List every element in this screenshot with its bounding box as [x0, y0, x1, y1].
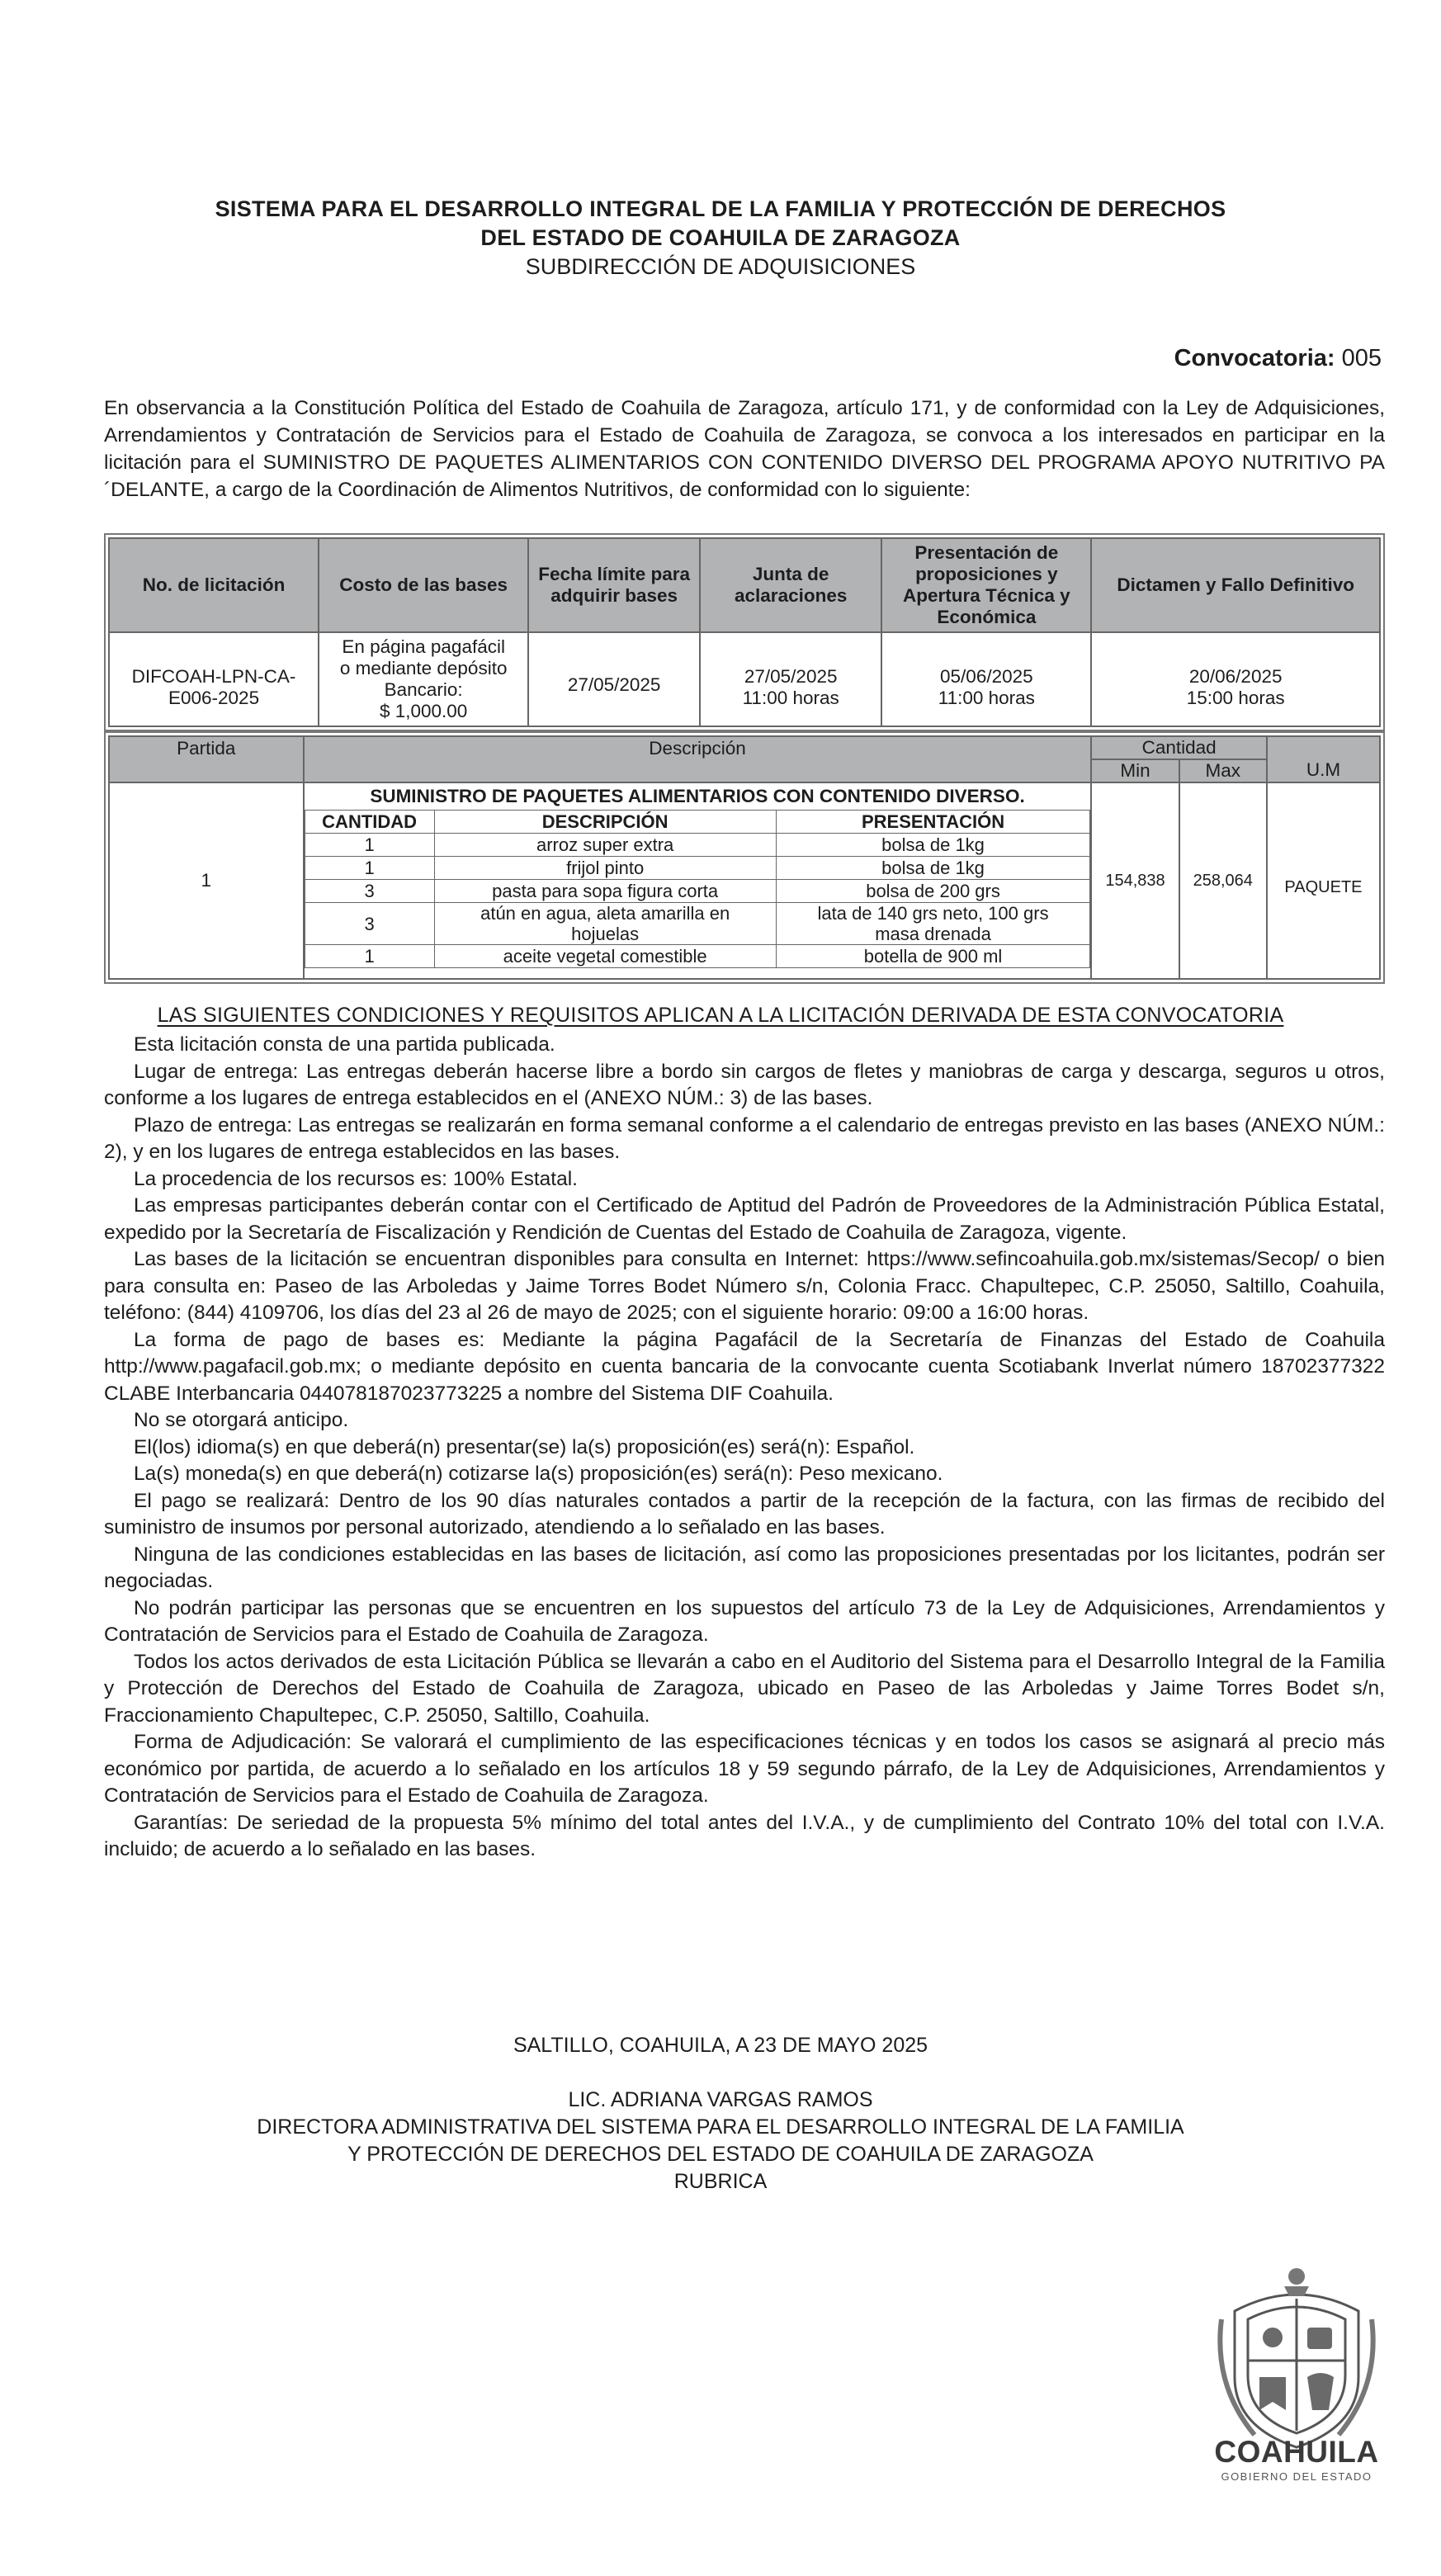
title-line-2: DEL ESTADO DE COAHUILA DE ZARAGOZA	[480, 225, 961, 250]
fallo-hora: 15:00 horas	[1186, 688, 1285, 708]
condition-item: Lugar de entrega: Las entregas deberán hacerse libre a bordo sin cargos de fletes y maniobras de carga y descarga, seguros u otros, conforme a los lugares de entrega establecidos en el (ANEXO NÚM.: 3) de las bases.	[104, 1060, 1385, 1109]
cantidad-max: 258,064	[1179, 782, 1267, 979]
subtitle: SUBDIRECCIÓN DE ADQUISICIONES	[525, 254, 916, 279]
conditions-list	[104, 1032, 1385, 1864]
apertura-fecha: 05/06/2025	[940, 666, 1033, 687]
partida-number: 1	[109, 782, 304, 979]
signer-name: LIC. ADRIANA VARGAS RAMOS	[568, 2088, 873, 2111]
item-presentacion: bolsa de 1kg	[776, 834, 1090, 857]
item-row	[305, 880, 1090, 903]
condition-item: El pago se realizará: Dentro de los 90 días naturales contados a partir de la recepción de la factura, con las firmas de recibido del suministro de insumos por personal autorizado, atendiendo a lo señalado en las bases.	[104, 1489, 1385, 1539]
junta-fecha: 27/05/2025	[744, 666, 838, 687]
costo-line-1: En página pagafácil	[342, 636, 505, 657]
td-junta	[700, 632, 881, 726]
condition-item: La procedencia de los recursos es: 100% Estatal.	[134, 1167, 578, 1190]
item-descripcion: pasta para sopa figura corta	[434, 880, 776, 903]
th-descripcion: Descripción	[304, 736, 1092, 782]
td-apertura	[881, 632, 1091, 726]
th-item-descripcion: DESCRIPCIÓN	[434, 811, 776, 834]
item-cantidad: 1	[305, 945, 434, 968]
condition-item: Todos los actos derivados de esta Licitación Pública se llevarán a cabo en el Auditorio del Sistema para el Desarrollo Integral de la Familia y Protección de Derechos del Estado de Coahuila de Zaragoza, ubicado en Paseo de las Arboledas y Jaime Torres Bodet s/n, Fraccionamiento Chapultepec, C.P. 25050, Saltillo, Coahuila.	[104, 1650, 1385, 1727]
conditions-heading	[0, 1004, 1441, 1028]
licitacion-number: DIFCOAH-LPN-CA-E006-2025	[131, 666, 296, 708]
th-max: Max	[1179, 759, 1267, 782]
conditions-heading-text: LAS SIGUIENTES CONDICIONES Y REQUISITOS APLICAN A LA LICITACIÓN DERIVADA DE ESTA CONVOCATORIA	[157, 1004, 1284, 1027]
place-date: SALTILLO, COAHUILA, A 23 DE MAYO 2025	[513, 2034, 928, 2057]
costo-line-2: o mediante depósito	[339, 658, 508, 678]
th-item-cantidad: CANTIDAD	[305, 811, 434, 834]
th-cantidad: Cantidad	[1091, 736, 1267, 759]
item-cantidad: 1	[305, 857, 434, 880]
condition-item: Garantías: De seriedad de la propuesta 5% mínimo del total antes del I.V.A., y de cumplimiento del Contrato 10% del total con I.V.A. incluido; de acuerdo a lo señalado en las bases.	[104, 1811, 1385, 1860]
unidad-medida: PAQUETE	[1267, 782, 1380, 979]
apertura-hora: 11:00 horas	[938, 688, 1035, 708]
intro-paragraph: En observancia a la Constitución Política del Estado de Coahuila de Zaragoza, artículo 171, y de conformidad con la Ley de Adquisiciones, Arrendamientos y Contratación de Servicios para el Estado de Coahuila de Zaragoza, se convoca a los interesados en participar en la licitación para el SUMINISTRO DE PAQUETES ALIMENTARIOS CON CONTENIDO DIVERSO DEL PROGRAMA APOYO NUTRITIVO PA´DELANTE, a cargo de la Coordinación de Alimentos Nutritivos, de conformidad con lo siguiente:	[104, 397, 1385, 501]
td-costo	[319, 632, 528, 726]
th-licitacion: No. de licitación	[109, 538, 319, 632]
partida-title: SUMINISTRO DE PAQUETES ALIMENTARIOS CON CONTENIDO DIVERSO.	[370, 786, 1025, 806]
td-licitacion	[109, 632, 319, 726]
condition-item: Forma de Adjudicación: Se valorará el cumplimiento de las especificaciones técnicas y en todos los casos se asignará al precio más económico por partida, de acuerdo a lo señalado en los artículos 18 y 59 segundo párrafo, de la Ley de Adquisiciones, Arrendamientos y Contratación de Servicios para el Estado de Coahuila de Zaragoza.	[104, 1731, 1385, 1807]
junta-hora: 11:00 horas	[742, 688, 839, 708]
th-junta: Junta de aclaraciones	[700, 538, 881, 632]
item-cantidad: 3	[305, 880, 434, 903]
condition-item: Las empresas participantes deberán contar con el Certificado de Aptitud del Padrón de Proveedores de la Administración Pública Estatal, expedido por la Secretaría de Fiscalización y Rendición de Cuentas del Estado de Coahuila de Zaragoza, vigente.	[104, 1194, 1385, 1244]
logo-subtitle: GOBIERNO DEL ESTADO	[1221, 2470, 1372, 2483]
condition-item: No podrán participar las personas que se encuentren en los supuestos del artículo 73 de la Ley de Adquisiciones, Arrendamientos y Contratación de Servicios para el Estado de Coahuila de Zaragoza.	[104, 1596, 1385, 1646]
item-descripcion: aceite vegetal comestible	[434, 945, 776, 968]
td-fallo	[1091, 632, 1380, 726]
condition-item: Esta licitación consta de una partida publicada.	[134, 1033, 555, 1056]
bidding-schedule-table	[104, 533, 1385, 731]
th-item-presentacion: PRESENTACIÓN	[776, 811, 1090, 834]
th-fallo: Dictamen y Fallo Definitivo	[1091, 538, 1380, 632]
rubrica: RUBRICA	[673, 2170, 768, 2193]
condition-item: No se otorgará anticipo.	[134, 1409, 349, 1431]
item-cantidad: 1	[305, 834, 434, 857]
condition-item: La forma de pago de bases es: Mediante la página Pagafácil de la Secretaría de Finanzas del Estado de Coahuila http://www.pagafacil.gob.mx; o mediante depósito en cuenta bancaria de la convocante cuenta Scotiabank Inverlat número 18702377322 CLABE Interbancaria 044078187023773225 a nombre del Sistema DIF Coahuila.	[104, 1328, 1385, 1405]
th-fecha-limite: Fecha límite para adquirir bases	[528, 538, 700, 632]
th-um: U.M	[1267, 736, 1380, 782]
convocatoria-label: Convocatoria:	[1174, 345, 1335, 371]
condition-item: Las bases de la licitación se encuentran disponibles para consulta en Internet: https://www.sefincoahuila.gob.mx/sistemas/Secop/ o bien para consulta en: Paseo de las Arboledas y Jaime Torres Bodet Número s/n, Colonia Fracc. Chapultepec, C.P. 25050, Saltillo, Coahuila, teléfono: (844) 4109706, los días del 23 al 26 de mayo de 2025; con el siguiente horario: 09:00 a 16:00 horas.	[104, 1248, 1385, 1324]
logo-word: COAHUILA	[1214, 2435, 1379, 2469]
item-row	[305, 834, 1090, 857]
signer-position-line-1: DIRECTORA ADMINISTRATIVA DEL SISTEMA PARA EL DESARROLLO INTEGRAL DE LA FAMILIA	[257, 2115, 1184, 2139]
item-presentacion: bolsa de 1kg	[776, 857, 1090, 880]
partida-table	[104, 731, 1385, 984]
item-row	[305, 945, 1090, 968]
item-descripcion: atún en agua, aleta amarilla en hojuelas	[434, 903, 776, 945]
items-table	[305, 810, 1091, 968]
signer-position-line-2: Y PROTECCIÓN DE DERECHOS DEL ESTADO DE COAHUILA DE ZARAGOZA	[347, 2143, 1094, 2166]
costo-line-4: $ 1,000.00	[379, 701, 468, 721]
item-presentacion: bolsa de 200 grs	[776, 880, 1090, 903]
item-row	[305, 903, 1090, 945]
convocatoria-number: 005	[1341, 345, 1382, 371]
convocatoria	[1174, 345, 1382, 372]
item-row	[305, 857, 1090, 880]
th-apertura: Presentación de proposiciones y Apertura Técnica y Económica	[881, 538, 1091, 632]
condition-item: Ninguna de las condiciones establecidas en las bases de licitación, así como las proposiciones presentadas por los licitantes, podrán ser negociadas.	[104, 1543, 1385, 1592]
item-cantidad: 3	[305, 903, 434, 945]
condition-item: La(s) moneda(s) en que deberá(n) cotizarse la(s) proposición(es) será(n): Peso mexicano.	[134, 1463, 943, 1485]
condition-item: Plazo de entrega: Las entregas se realizarán en forma semanal conforme a el calendario de entregas previsto en las bases (ANEXO NÚM.: 2), y en los lugares de entrega establecidos en las bases.	[104, 1113, 1385, 1163]
title-line-1: SISTEMA PARA EL DESARROLLO INTEGRAL DE LA FAMILIA Y PROTECCIÓN DE DERECHOS	[215, 196, 1226, 221]
costo-line-3: Bancario:	[384, 679, 463, 700]
th-partida: Partida	[109, 736, 304, 782]
partida-description	[304, 782, 1092, 979]
fallo-fecha: 20/06/2025	[1188, 666, 1283, 687]
condition-item: El(los) idioma(s) en que deberá(n) presentar(se) la(s) proposición(es) será(n): Español.	[134, 1435, 915, 1458]
fecha-limite-value: 27/05/2025	[567, 674, 661, 695]
item-presentacion: botella de 900 ml	[776, 945, 1090, 968]
th-min: Min	[1091, 759, 1179, 782]
item-descripcion: frijol pinto	[434, 857, 776, 880]
cantidad-min: 154,838	[1091, 782, 1179, 979]
item-presentacion: lata de 140 grs neto, 100 grs masa drenada	[776, 903, 1090, 945]
td-fecha-limite	[528, 632, 700, 726]
item-descripcion: arroz super extra	[434, 834, 776, 857]
th-costo: Costo de las bases	[319, 538, 528, 632]
